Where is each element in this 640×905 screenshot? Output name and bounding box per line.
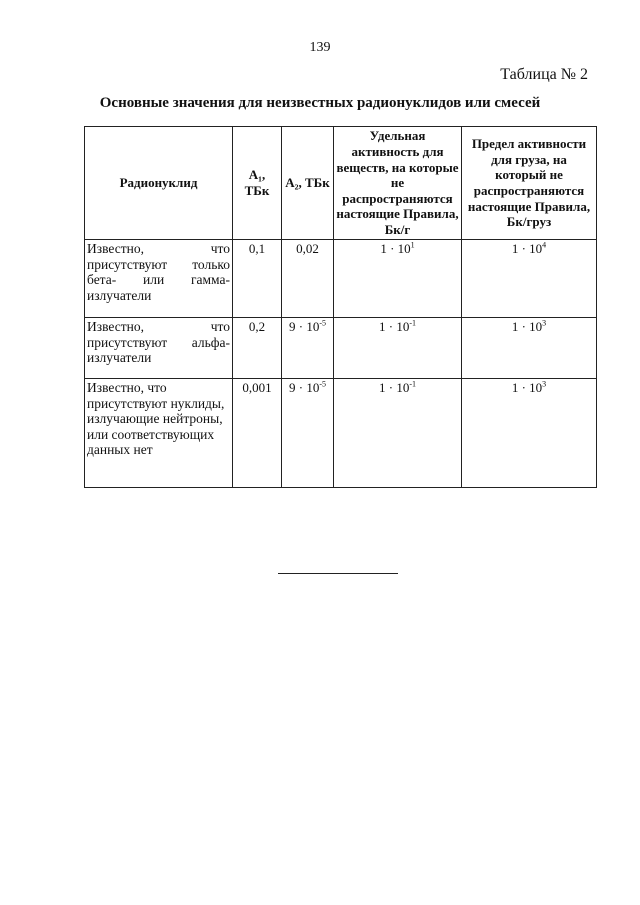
values-table <box>84 126 597 488</box>
header-a2: A₂, ТБк <box>282 127 334 240</box>
row-description: Известно, что присутствуют только бета- или гамма-излучатели <box>85 240 233 318</box>
table-row <box>85 240 597 318</box>
table-row <box>85 379 597 488</box>
table-label: Таблица № 2 <box>500 66 588 83</box>
row-activity-limit: $1 \cdot 10^3$ <box>462 318 597 379</box>
row-description: Известно, что присутствуют альфа-излучатели <box>85 318 233 379</box>
row-a2: $9 \cdot 10^{-5}$ <box>282 379 334 488</box>
row-a2: $9 \cdot 10^{-5}$ <box>282 318 334 379</box>
header-radionuclide: Радионуклид <box>85 127 233 240</box>
row-specific-activity: $1 \cdot 10^{-1}$ <box>334 318 462 379</box>
table-title: Основные значения для неизвестных радионуклидов или смесей <box>99 95 541 111</box>
header-specific-activity: Удельная активность для веществ, на которые не распространяются настоящие Правила, Бк/г <box>334 127 462 240</box>
row-activity-limit: $1 \cdot 10^3$ <box>462 379 597 488</box>
row-a1: 0,2 <box>233 318 282 379</box>
header-activity-limit: Предел активности для груза, на который не распространяются настоящие Правила, Бк/груз <box>462 127 597 240</box>
row-a2: 0,02 <box>282 240 334 318</box>
header-a1: A₁, ТБк <box>233 127 282 240</box>
end-rule <box>278 573 398 574</box>
row-description: Известно, что присутствуют нуклиды, излучающие нейтроны, или соответствующих данных нет <box>85 379 233 488</box>
page-number: 139 <box>309 40 331 55</box>
row-specific-activity: $1 \cdot 10^{-1}$ <box>334 379 462 488</box>
row-a1: 0,001 <box>233 379 282 488</box>
row-a1: 0,1 <box>233 240 282 318</box>
row-activity-limit: $1 \cdot 10^4$ <box>462 240 597 318</box>
table-row <box>85 318 597 379</box>
row-specific-activity: $1 \cdot 10^1$ <box>334 240 462 318</box>
table-header-row <box>85 127 597 240</box>
